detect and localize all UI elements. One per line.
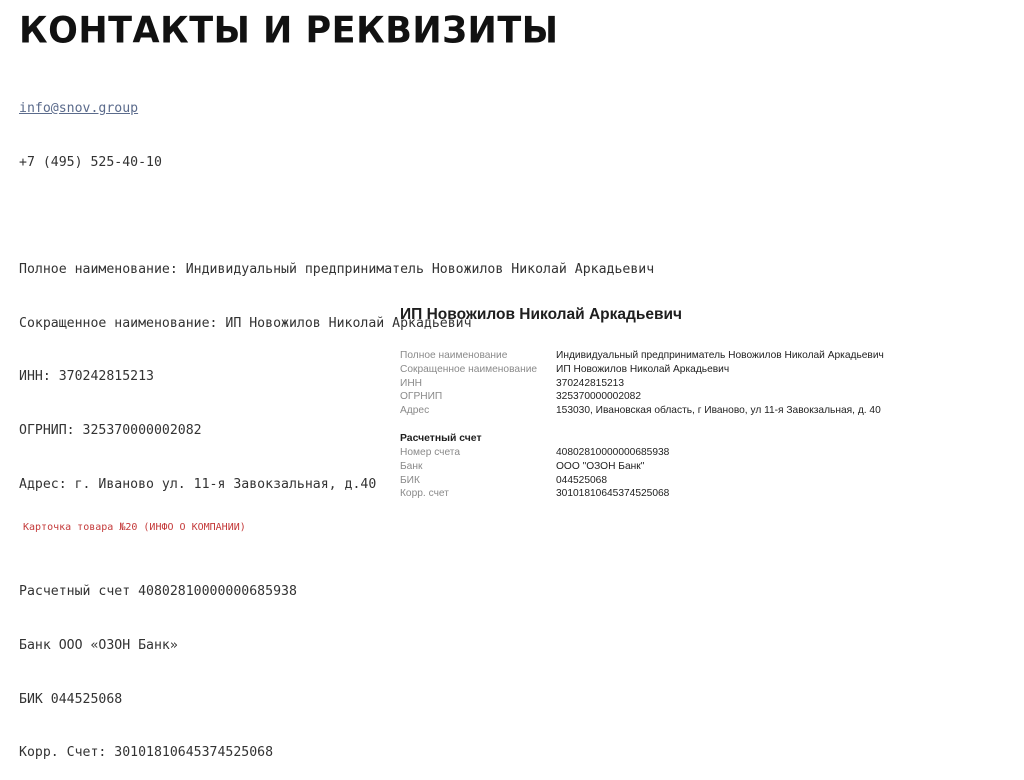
email-link[interactable]: info@snov.group: [19, 100, 139, 116]
card-row-value: ООО "ОЗОН Банк": [556, 460, 645, 472]
card-row-value: ИП Новожилов Николай Аркадьевич: [556, 363, 730, 375]
bank-line: Расчетный счет 40802810000000685938: [19, 584, 297, 600]
bank-line: Банк ООО «ОЗОН Банк»: [19, 637, 178, 653]
bank-line: БИК 044525068: [19, 691, 123, 707]
details-line: ИНН: 370242815213: [19, 369, 154, 385]
bank-line: Корр. Счет: 30101810645374525068: [19, 745, 274, 761]
card-row-value: 325370000002082: [556, 391, 641, 403]
phone-number: +7 (495) 525-40-10: [19, 154, 162, 170]
details-line: Сокращенное наименование: ИП Новожилов Николай Аркадьевич: [19, 315, 472, 331]
caption: Карточка товара №20 (ИНФО О КОМПАНИИ): [23, 522, 246, 533]
card-row-value: 370242815213: [556, 377, 624, 389]
card-row-label: Банк: [400, 460, 423, 472]
card-row-label: БИК: [400, 474, 420, 486]
card-row-label: Корр. счет: [400, 488, 449, 500]
card-row-label: Сокращенное наименование: [400, 363, 538, 375]
details-line: ОГРНИП: 325370000002082: [19, 423, 202, 439]
details-line: Полное наименование: Индивидуальный предприниматель Новожилов Николай Аркадьевич: [19, 261, 655, 277]
card-row-label: Номер счета: [400, 447, 461, 458]
card-row-label: ОГРНИП: [400, 391, 443, 403]
card-row-value: 40802810000000685938: [556, 447, 670, 458]
card-row-label: Полное наименование: [400, 350, 508, 361]
card-row-label: Адрес: [400, 405, 430, 417]
card-row-label: ИНН: [400, 377, 423, 389]
card-title: ИП Новожилов Николай Аркадьевич: [400, 306, 683, 323]
page-title: КОНТАКТЫ И РЕКВИЗИТЫ: [19, 10, 559, 52]
details-line: Адрес: г. Иваново ул. 11-я Завокзальная, д.40: [19, 476, 377, 492]
card-row-value: 30101810645374525068: [556, 488, 670, 500]
card-row-value: Индивидуальный предприниматель Новожилов Николай Аркадьевич: [556, 350, 884, 361]
card-row-value: 044525068: [556, 474, 607, 486]
card-row-value: 153030, Ивановская область, г Иваново, ул 11-я Завокзальная, д. 40: [556, 405, 881, 417]
account-section-title: Расчетный счет: [400, 433, 482, 444]
contacts-block: [19, 64, 654, 780]
